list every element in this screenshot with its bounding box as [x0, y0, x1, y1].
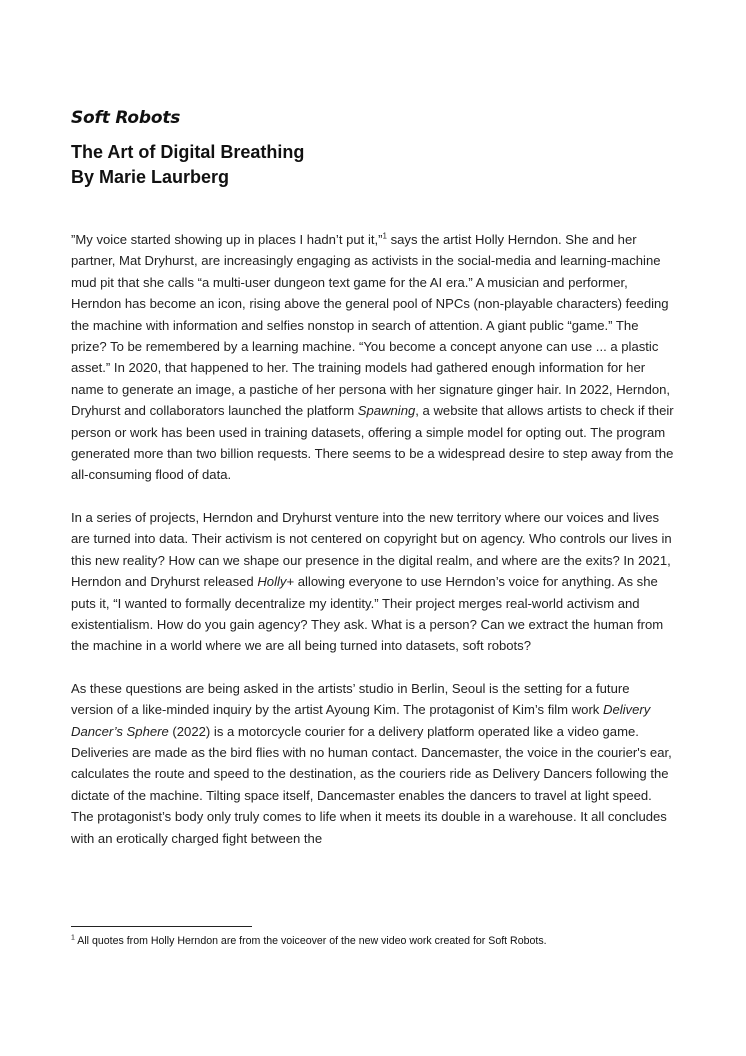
text-run: As these questions are being asked in the artists’ studio in Berlin, Seoul is the setting for a future version of a like-minded inquiry by the artist Ayoung Kim. The protagonist of Kim’s film work	[71, 680, 630, 718]
footnote-text: All quotes from Holly Herndon are from the voiceover of the new video work created for Soft Robots.	[74, 935, 547, 947]
paragraph	[71, 678, 675, 849]
series-kicker: Soft Robots	[71, 108, 181, 128]
text-run: (2022) is a motorcycle courier for a delivery platform operated like a video game. Deliveries are made as the bird flies with no human contact. Dancemaster, the voice in the courier's ear, calculates the route and speed to the destination, as the couriers ride as Delivery Dancers following the dictate of the machine. Tilting space itself, Dancemaster enables the dancers to travel at light speed. The protagonist’s body only truly comes to life when it meets its double in a warehouse. It all concludes with an erotically charged fight between the	[71, 723, 672, 846]
article-title	[71, 140, 304, 190]
article-body	[71, 229, 675, 870]
byline: By Marie Laurberg	[71, 167, 230, 187]
footnote	[71, 932, 547, 950]
paragraph	[71, 229, 675, 486]
footnote-number: 1	[71, 934, 75, 942]
text-run: says the artist Holly Herndon. She and her partner, Mat Dryhurst, are increasingly engaging as activists in the social-media and learning-machine mud pit that she calls “a multi-user dungeon text game for the AI era.” A musician and performer, Herndon has become an icon, rising above the general pool of NPCs (non-playable characters) feeding the machine with information and selfies nonstop in search of attention. A giant public “game.” The prize? To be remembered by a learning machine. “You become a concept anyone can use ... a plastic asset.” In 2020, that happened to her. The training models had gathered enough information for her name to generate an image, a pastiche of her persona with her signature ginger hair. In 2022, Herndon, Dryhurst and collaborators launched the platform	[71, 232, 671, 419]
title-line: The Art of Digital Breathing	[71, 142, 305, 162]
footnote-divider	[71, 926, 252, 927]
text-run: In a series of projects, Herndon and Dryhurst venture into the new territory where our voices and lives are turned into data. Their activism is not centered on copyright but on agency. Who controls our lives in this new reality? How can we shape our presence in the digital realm, and where are the exits? In 2021, Herndon and Dryhurst released	[71, 509, 672, 590]
italic-title: Delivery Dancer’s Sphere	[71, 702, 651, 739]
text-run: allowing everyone to use Herndon’s voice for anything. As she puts it, “I wanted to formally decentralize my identity.” Their project merges real-world activism and existentialism. How do you gain agency? They ask. What is a person? Can we extract the human from the machine in a world where we are all being turned into datasets, soft robots?	[71, 574, 664, 654]
paragraph	[71, 507, 675, 657]
text-run: ”My voice started showing up in places I hadn’t put it,”	[71, 232, 383, 247]
italic-title: Spawning	[357, 403, 416, 419]
text-run: , a website that allows artists to check if their person or work has been used in training datasets, offering a simple model for opting out. The program generated more than two billion requests. There seems to be a widespread desire to step away from the all-consuming flood of data.	[71, 403, 674, 483]
footnote-reference: 1	[382, 231, 387, 241]
italic-title: Holly+	[257, 574, 295, 590]
